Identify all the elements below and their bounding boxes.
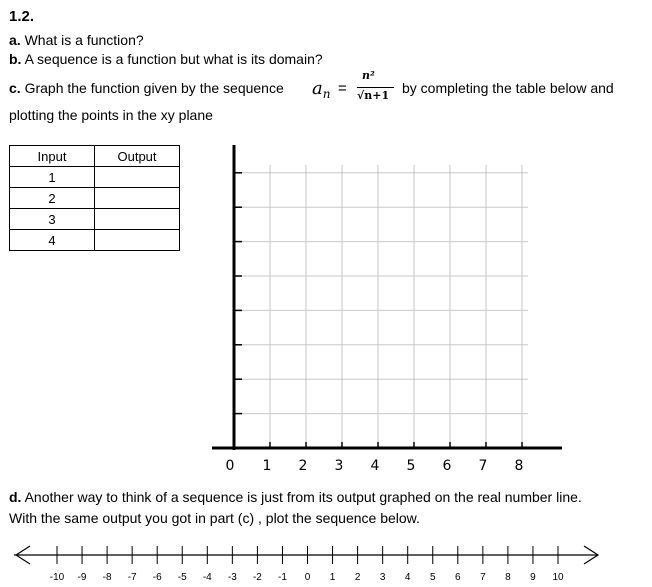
question-b-label: b. — [9, 51, 22, 67]
number-line-label: 10 — [552, 572, 564, 583]
question-c-text-after: by completing the table below and — [402, 80, 614, 96]
number-line-label: -9 — [77, 572, 87, 583]
x-axis-label: 2 — [298, 458, 308, 474]
table-cell-input: 2 — [10, 188, 95, 209]
x-axis-label: 0 — [225, 458, 235, 474]
number-line-label: 5 — [429, 572, 436, 583]
number-line-label: -7 — [127, 572, 137, 583]
x-axis-label: 8 — [514, 458, 524, 474]
number-line-label: -1 — [277, 572, 287, 583]
formula-a: a — [312, 78, 323, 99]
number-line-label: -8 — [102, 572, 112, 583]
question-b-text: A sequence is a function but what is its domain? — [24, 51, 323, 67]
number-line-label: -3 — [227, 572, 237, 583]
number-line-label: 7 — [480, 572, 486, 583]
number-line-label: -2 — [252, 572, 262, 583]
x-axis-label: 1 — [262, 458, 272, 474]
x-axis-label: 3 — [334, 458, 344, 474]
number-line-label: 6 — [455, 572, 461, 583]
question-c-line2: plotting the points in the xy plane — [9, 107, 213, 123]
number-line-label: -10 — [49, 572, 65, 583]
number-line-label: 4 — [404, 572, 411, 583]
table-cell-input: 4 — [10, 230, 95, 251]
question-d-label: d. — [9, 489, 22, 505]
number-line-label: -5 — [177, 572, 187, 583]
x-axis-label: 6 — [442, 458, 452, 474]
number-line-label: 9 — [530, 572, 536, 583]
x-axis-label: 7 — [478, 458, 488, 474]
table-cell-input: 3 — [10, 209, 95, 230]
number-line-label: 0 — [304, 572, 311, 583]
number-line-label: 2 — [354, 572, 361, 583]
formula-equals: = — [338, 80, 347, 97]
question-c-label: c. — [9, 80, 21, 96]
x-axis-label: 4 — [370, 458, 380, 474]
problem-number: 1.2. — [9, 8, 35, 25]
number-line-label: 1 — [329, 572, 336, 583]
question-d-line2: With the same output you got in part (c) , plot the sequence below. — [9, 510, 420, 526]
question-a-text: What is a function? — [24, 32, 144, 48]
formula-sub: n — [322, 87, 331, 101]
table-cell-input: 1 — [10, 167, 95, 188]
number-line-label: 3 — [379, 572, 386, 583]
question-a-label: a. — [9, 32, 21, 48]
formula-numerator: n² — [362, 69, 375, 82]
number-line-label: -4 — [202, 572, 212, 583]
number-line-label: -6 — [152, 572, 162, 583]
x-axis-label: 5 — [406, 458, 416, 474]
question-d-text: Another way to think of a sequence is just from its output graphed on the real number line. — [24, 489, 582, 505]
table-header-input: Input — [10, 146, 95, 167]
formula-denominator: √n+1 — [357, 89, 390, 102]
table-header-output: Output — [95, 146, 180, 167]
question-c-text: Graph the function given by the sequence — [24, 80, 284, 96]
number-line-label: 8 — [505, 572, 511, 583]
